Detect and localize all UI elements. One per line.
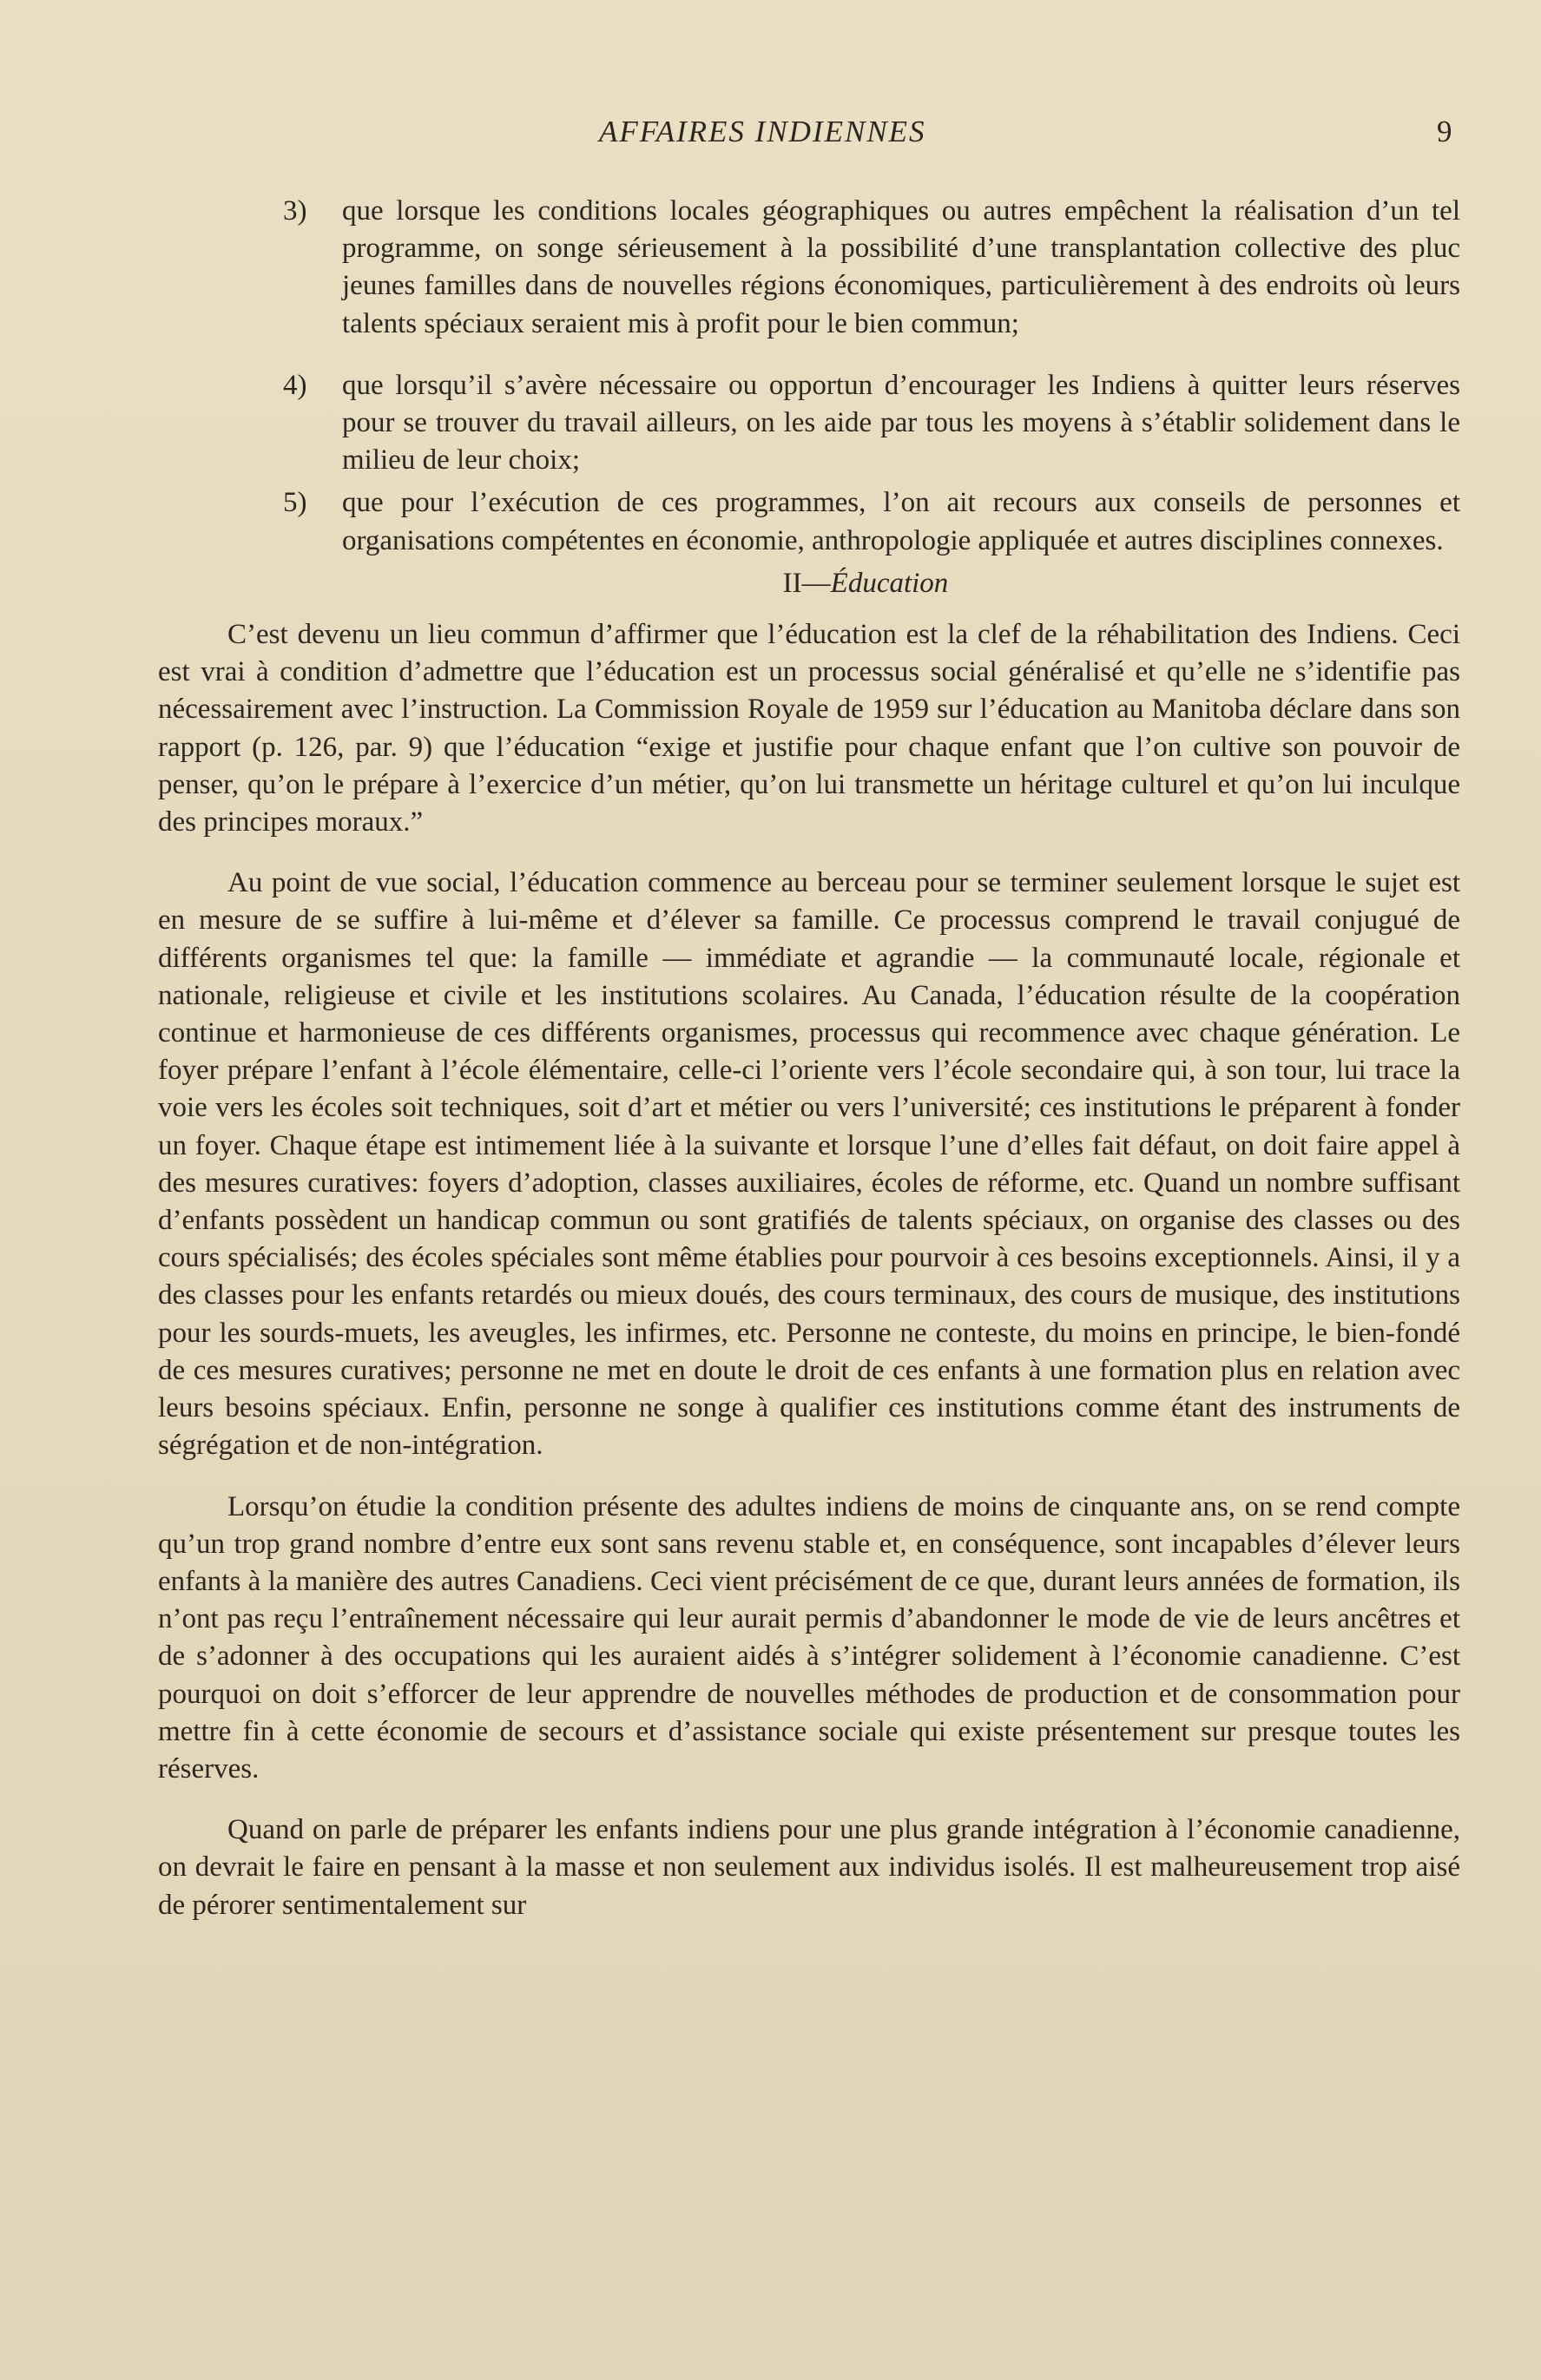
list-item-text: que pour l’exécution de ces programmes, l’on ait recours aux conseils de personnes et organisations compétentes en économie, anthropologie appliquée et autres disciplines connexes. — [342, 487, 1460, 556]
section-title: Éducation — [830, 567, 949, 599]
paragraph: C’est devenu un lieu commun d’affirmer que l’éducation est la clef de la réhabilitation des Indiens. Ceci est vrai à condition d’admettre que l’éducation est un processus social généralisé et qu’elle ne s’identifie pas nécessairement avec l’instruction. La Commission Royale de 1959 sur l’éducation au Manitoba déclare dans son rapport (p. 126, par. 9) que l’éducation “exige et justifie pour chaque enfant que l’on cultive son pouvoir de penser, qu’on le prépare à l’exercice d’un métier, qu’on lui transmette un héritage culturel et qu’on lui inculque des principes moraux.” — [158, 619, 1460, 838]
paragraph: Au point de vue social, l’éducation commence au berceau pour se terminer seulement lorsque le sujet est en mesure de se suffire à lui-même et d’élever sa famille. Ce processus comprend le travail conjugué de différents organismes tel que: la famille — immédiate et agrandie — la communauté locale, régionale et nationale, religieuse et civile et les institutions scolaires. Au Canada, l’éducation résulte de la coopération continue et harmonieuse de ces différents organismes, processus qui recommence avec chaque génération. Le foyer prépare l’enfant à l’école élémentaire, celle-ci l’oriente vers l’école secondaire qui, à son tour, lui trace la voie vers les écoles soit techniques, soit d’art et métier ou vers l’université; ces institutions le préparent à fonder un foyer. Chaque étape est intimement liée à la suivante et lorsque l’une d’elles fait défaut, on doit faire appel à des mesures curatives: foyers d’adoption, classes auxiliaires, écoles de réforme, etc. Quand un nombre suffisant d’enfants possèdent un handicap commun ou sont gratifiés de talents spéciaux, on organise des classes ou des cours spécialisés; des écoles spéciales sont même établies pour pourvoir à ces besoins exceptionnels. Ainsi, il y a des classes pour les enfants retardés ou mieux doués, des cours terminaux, des cours de musique, des institutions pour les sourds-muets, les aveugles, les infirmes, etc. Personne ne conteste, du moins en principe, le bien-fondé de ces mesures curatives; personne ne met en doute le droit de ces enfants à une formation plus en relation avec leurs besoins spéciaux. Enfin, personne ne songe à qualifier ces institutions comme étant des instruments de ségrégation et de non-intégration. — [158, 867, 1460, 1462]
page-body — [158, 193, 1460, 1948]
list-item — [158, 367, 1460, 480]
list-item-number: 5) — [283, 487, 307, 519]
section-heading — [158, 565, 1460, 602]
section-number: II— — [782, 567, 831, 599]
list-item — [158, 484, 1460, 559]
list-item-number: 4) — [283, 369, 307, 401]
list-item — [158, 193, 1460, 343]
list-item-number: 3) — [283, 195, 307, 227]
list-item-text: que lorsqu’il s’avère nécessaire ou opportun d’encourager les Indiens à quitter leurs réserves pour se trouver du travail ailleurs, on les aide par tous les moyens à s’établir solidement dans le milieu de leur choix; — [342, 369, 1460, 477]
running-title: AFFAIRES INDIENNES — [599, 115, 926, 148]
list-item-text: que lorsque les conditions locales géographiques ou autres empêchent la réalisation d’un tel programme, on songe sérieusement à la possibilité d’une transplantation collective des pluc jeunes familles dans de nouvelles régions économiques, particulièrement à des endroits où leurs talents spéciaux seraient mis à profit pour le bien commun; — [342, 195, 1460, 339]
paragraph: Lorsqu’on étudie la condition présente des adultes indiens de moins de cinquante ans, on se rend compte qu’un trop grand nombre d’entre eux sont sans revenu stable et, en conséquence, sont incapables d’élever leurs enfants à la manière des autres Canadiens. Ceci vient précisément de ce que, durant leurs années de formation, ils n’ont pas reçu l’entraînement nécessaire qui leur aurait permis d’abandonner le mode de vie de leurs ancêtres et de s’adonner à des occupations qui les auraient aidés à s’intégrer solidement à l’économie canadienne. C’est pourquoi on doit s’efforcer de leur apprendre de nouvelles méthodes de production et de consommation pour mettre fin à cette économie de secours et d’assistance sociale qui existe présentement sur presque toutes les réserves. — [158, 1490, 1460, 1785]
paragraph: Quand on parle de préparer les enfants indiens pour une plus grande intégration à l’économie canadienne, on devrait le faire en pensant à la masse et non seulement aux individus isolés. Il est malheureusement trop aisé de pérorer sentimentalement sur — [158, 1814, 1460, 1921]
page-number: 9 — [1437, 115, 1452, 148]
page-header — [0, 115, 1541, 158]
